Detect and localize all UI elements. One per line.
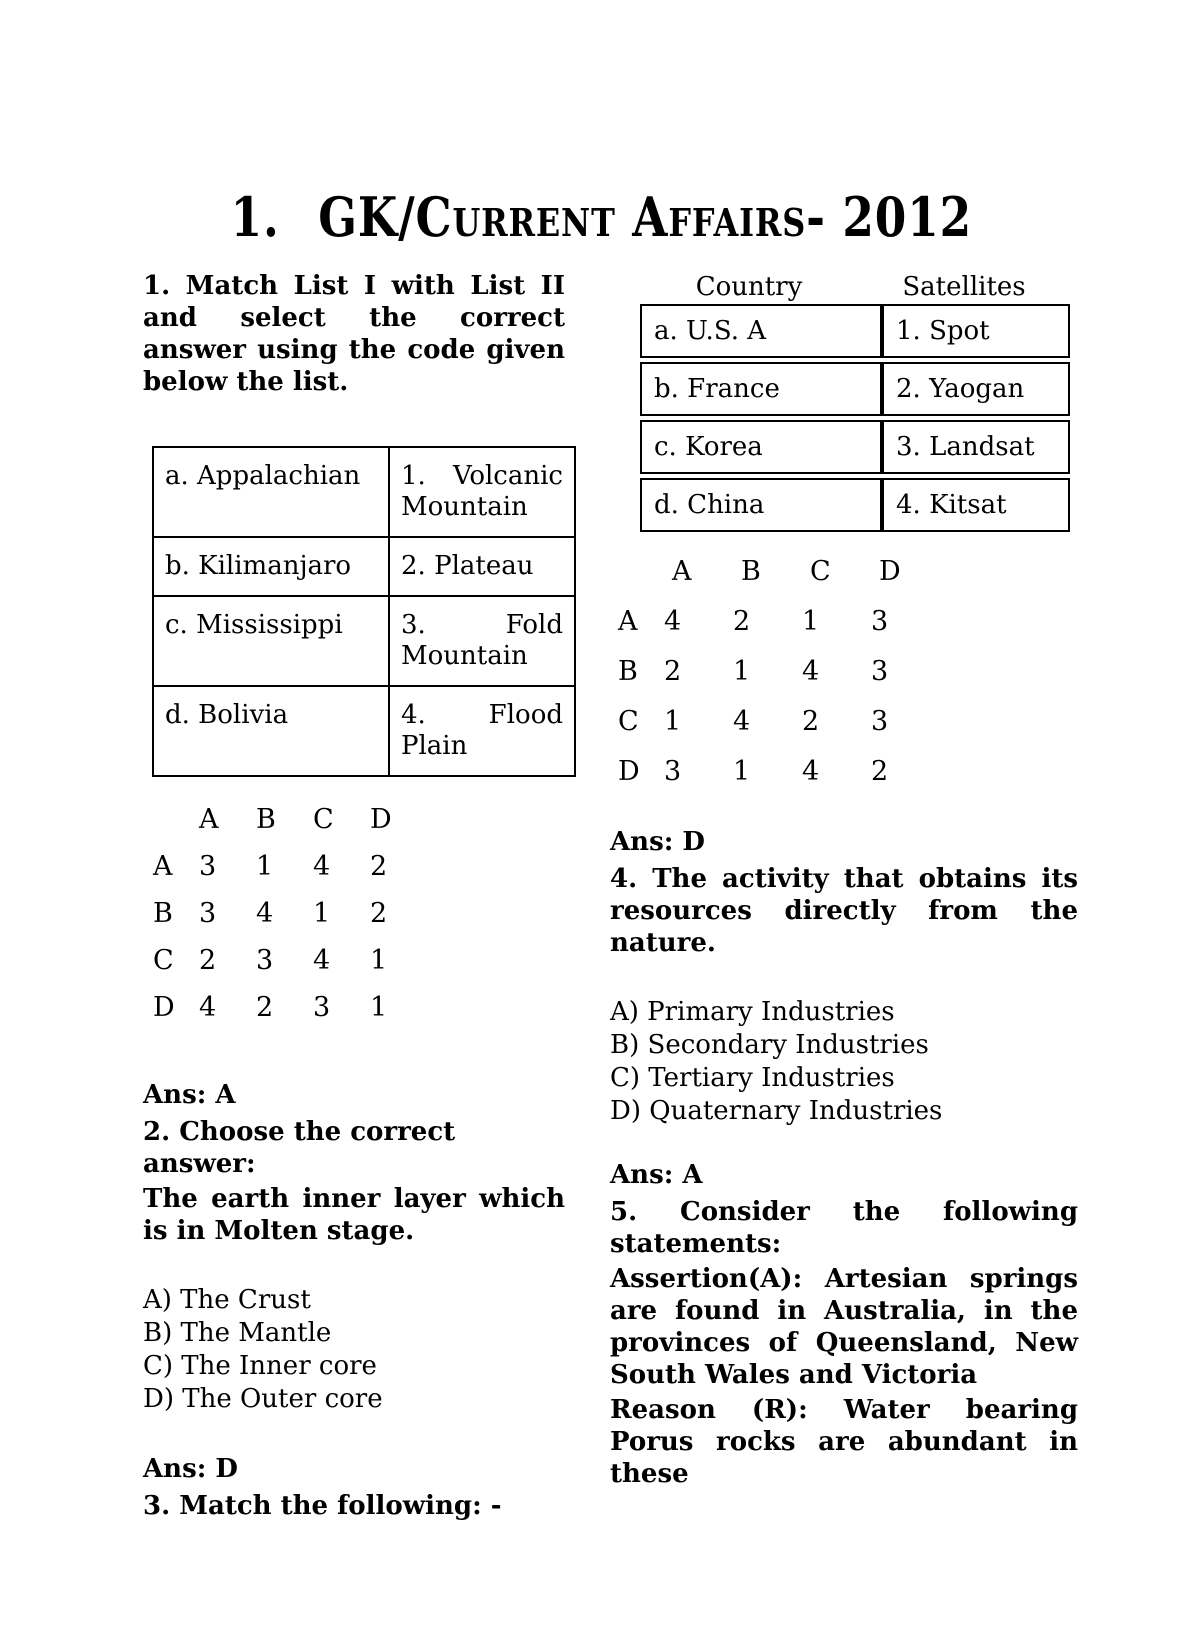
matrix-cell: 1	[733, 756, 751, 787]
matrix-row	[618, 605, 940, 638]
q3-table-headers	[640, 272, 1070, 302]
matrix-col-header: A	[199, 804, 219, 835]
matrix-cell: 2	[370, 898, 388, 929]
answer-q4: Ans: A	[610, 1160, 703, 1190]
matrix-cell: 1	[802, 606, 820, 637]
satellite-cell: 2. Yaogan	[882, 362, 1070, 416]
matrix-cell: 2	[370, 851, 388, 882]
q1-match-table	[152, 446, 576, 777]
matrix-cell: 4	[664, 606, 682, 637]
list2-cell: 1. Volcanic Mountain	[389, 447, 575, 537]
matrix-cell: 1	[370, 945, 388, 976]
matrix-cell: 2	[256, 992, 274, 1023]
q2-options	[143, 1284, 565, 1416]
option-b: B) The Mantle	[143, 1318, 332, 1348]
matrix-corner-cell	[618, 555, 664, 588]
matrix-cell: 2	[664, 656, 682, 687]
matrix-cell: 3	[256, 945, 274, 976]
question-5-assertion: Assertion(A): Artesian springs are found in Australia, in the provinces of Queensland, New South Wales and Victoria	[610, 1264, 1078, 1390]
list1-cell: d. Bolivia	[153, 686, 389, 776]
matrix-col-header: D	[879, 556, 901, 587]
matrix-cell: 4	[313, 945, 331, 976]
option-a: A) Primary Industries	[610, 997, 895, 1027]
right-column	[610, 270, 1078, 1490]
table-row	[640, 304, 1070, 358]
satellite-cell: 1. Spot	[882, 304, 1070, 358]
matrix-row-label: C	[618, 706, 639, 737]
option-c: C) Tertiary Industries	[610, 1063, 895, 1093]
matrix-cell: 3	[871, 656, 889, 687]
matrix-cell: 4	[199, 992, 217, 1023]
matrix-col-header: A	[672, 556, 692, 587]
matrix-cell: 1	[733, 656, 751, 687]
matrix-cell: 4	[733, 706, 751, 737]
list2-cell: 2. Plateau	[389, 537, 575, 596]
list2-cell: 3. Fold Mountain	[389, 596, 575, 686]
list1-cell: c. Mississippi	[153, 596, 389, 686]
option-a: A) The Crust	[143, 1285, 311, 1315]
matrix-row	[153, 944, 427, 977]
table-row	[640, 478, 1070, 532]
matrix-cell: 1	[313, 898, 331, 929]
table-row	[153, 537, 575, 596]
page-title	[0, 0, 1202, 249]
matrix-col-header: D	[370, 804, 392, 835]
matrix-row-label: A	[153, 851, 173, 882]
matrix-cell: 4	[256, 898, 274, 929]
page-title-text	[230, 185, 972, 249]
matrix-cell: 4	[313, 851, 331, 882]
matrix-cell: 3	[871, 706, 889, 737]
two-column-layout	[0, 270, 1202, 1522]
matrix-cell: 3	[199, 851, 217, 882]
question-4-text: 4. The activity that obtains its resources directly from the nature.	[610, 864, 1078, 958]
matrix-cell: 3	[199, 898, 217, 929]
table-row	[153, 596, 575, 686]
table-row	[153, 686, 575, 776]
matrix-cell: 3	[313, 992, 331, 1023]
question-2-heading: 2. Choose the correct answer:	[143, 1117, 456, 1179]
matrix-header-row	[618, 555, 940, 588]
matrix-row-label: C	[153, 945, 174, 976]
title-number: 1.	[230, 185, 280, 249]
matrix-row	[618, 705, 940, 738]
matrix-col-header: C	[810, 556, 831, 587]
satellite-cell: 4. Kitsat	[882, 478, 1070, 532]
matrix-header-row	[153, 803, 427, 836]
matrix-row-label: D	[618, 756, 640, 787]
option-d: D) Quaternary Industries	[610, 1096, 943, 1126]
satellite-cell: 3. Landsat	[882, 420, 1070, 474]
question-5-reason: Reason (R): Water bearing Porus rocks are abundant in these	[610, 1395, 1078, 1489]
question-2-text: The earth inner layer which is in Molten stage.	[143, 1184, 565, 1246]
option-d: D) The Outer core	[143, 1384, 383, 1414]
matrix-cell: 2	[871, 756, 889, 787]
country-cell: a. U.S. A	[640, 304, 882, 358]
option-c: C) The Inner core	[143, 1351, 377, 1381]
question-5-heading: 5. Consider the following statements:	[610, 1197, 1078, 1259]
list2-cell: 4. Flood Plain	[389, 686, 575, 776]
matrix-corner-cell	[153, 803, 199, 836]
matrix-cell: 3	[664, 756, 682, 787]
matrix-row	[153, 850, 427, 883]
answer-q1: Ans: A	[143, 1080, 236, 1110]
table-row	[640, 362, 1070, 416]
country-cell: b. France	[640, 362, 882, 416]
matrix-row	[153, 991, 427, 1024]
matrix-row	[153, 897, 427, 930]
country-cell: d. China	[640, 478, 882, 532]
list1-cell: a. Appalachian	[153, 447, 389, 537]
matrix-cell: 3	[871, 606, 889, 637]
title-label: GK/Current Affairs- 2012	[317, 185, 972, 249]
q1-code-matrix	[153, 789, 427, 1038]
q3-code-matrix	[618, 538, 940, 805]
q4-options	[610, 996, 1078, 1128]
matrix-cell: 2	[802, 706, 820, 737]
matrix-cell: 4	[802, 656, 820, 687]
matrix-row-label: B	[618, 656, 638, 687]
country-cell: c. Korea	[640, 420, 882, 474]
q3-satellite-table	[640, 300, 1070, 536]
matrix-col-header: B	[741, 556, 761, 587]
matrix-row-label: B	[153, 898, 173, 929]
matrix-cell: 1	[256, 851, 274, 882]
matrix-col-header: B	[256, 804, 276, 835]
left-column	[143, 270, 565, 1522]
matrix-col-header: C	[313, 804, 334, 835]
answer-q2: Ans: D	[143, 1454, 238, 1484]
matrix-row	[618, 755, 940, 788]
matrix-row-label: A	[618, 606, 638, 637]
question-3-heading: 3. Match the following: -	[143, 1491, 502, 1521]
answer-q3: Ans: D	[610, 827, 705, 857]
matrix-cell: 1	[664, 706, 682, 737]
matrix-row	[618, 655, 940, 688]
country-header: Country	[695, 272, 803, 302]
matrix-row-label: D	[153, 992, 175, 1023]
list1-cell: b. Kilimanjaro	[153, 537, 389, 596]
option-b: B) Secondary Industries	[610, 1030, 929, 1060]
matrix-cell: 2	[199, 945, 217, 976]
matrix-cell: 4	[802, 756, 820, 787]
matrix-cell: 2	[733, 606, 751, 637]
matrix-cell: 1	[370, 992, 388, 1023]
question-1-text: 1. Match List I with List II and select the correct answer using the code given below the list.	[143, 271, 565, 397]
table-row	[153, 447, 575, 537]
satellites-header: Satellites	[902, 272, 1026, 302]
table-row	[640, 420, 1070, 474]
